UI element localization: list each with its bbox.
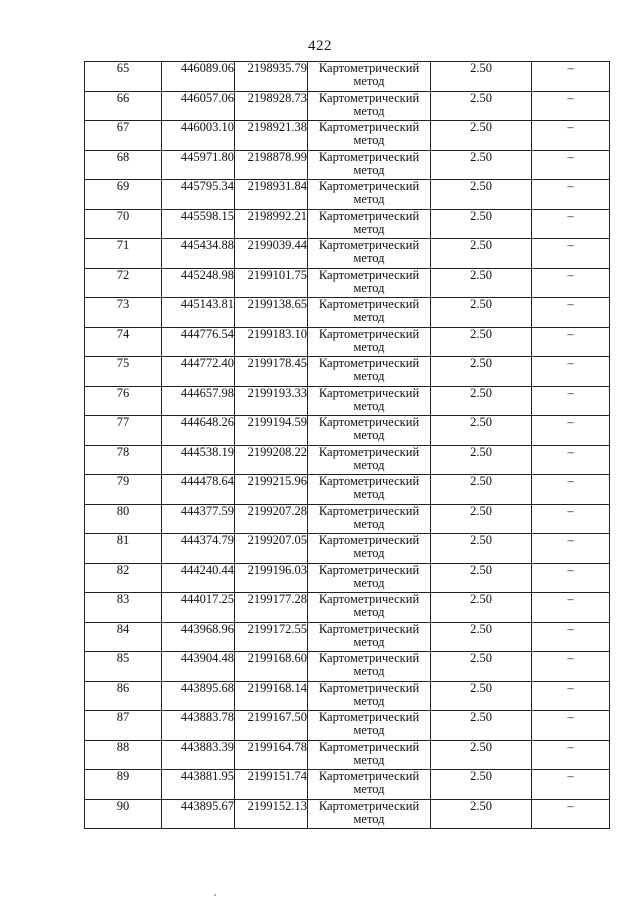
note-cell: – <box>532 504 610 534</box>
method-text-line1: Картометрический <box>318 90 420 105</box>
y-coordinate-cell: 2199207.28 <box>235 504 308 534</box>
precision-cell: 2.50 <box>431 652 532 682</box>
method-cell <box>308 150 431 180</box>
method-text-line1: Картометрический <box>318 149 420 164</box>
table-row <box>85 150 610 180</box>
x-coordinate-cell: 444538.19 <box>162 445 235 475</box>
note-cell: – <box>532 386 610 416</box>
point-number-cell: 90 <box>85 799 162 829</box>
point-number-cell: 77 <box>85 416 162 446</box>
note-cell: – <box>532 681 610 711</box>
point-number-cell: 88 <box>85 740 162 770</box>
y-coordinate-cell: 2199194.59 <box>235 416 308 446</box>
y-coordinate-cell: 2198931.84 <box>235 180 308 210</box>
x-coordinate-cell: 446089.06 <box>162 62 235 92</box>
note-cell: – <box>532 445 610 475</box>
method-text-line1: Картометрический <box>318 680 420 695</box>
method-cell <box>308 416 431 446</box>
y-coordinate-cell: 2199177.28 <box>235 593 308 623</box>
method-text-line2: метод <box>353 133 385 147</box>
x-coordinate-cell: 443895.68 <box>162 681 235 711</box>
method-text-line1: Картометрический <box>318 621 420 636</box>
table-row <box>85 740 610 770</box>
x-coordinate-cell: 446003.10 <box>162 121 235 151</box>
point-number-cell: 66 <box>85 91 162 121</box>
page-number: 422 <box>308 38 332 54</box>
y-coordinate-cell: 2199208.22 <box>235 445 308 475</box>
method-text-line2: метод <box>353 280 385 295</box>
method-cell <box>308 445 431 475</box>
table-row <box>85 622 610 652</box>
method-cell <box>308 268 431 298</box>
precision-cell: 2.50 <box>431 327 532 357</box>
point-number-cell: 82 <box>85 563 162 593</box>
table-row <box>85 209 610 239</box>
method-text-line2: метод <box>353 693 385 708</box>
x-coordinate-cell: 446057.06 <box>162 91 235 121</box>
table-row <box>85 416 610 446</box>
note-cell: – <box>532 563 610 593</box>
method-text-line1: Картометрический <box>318 710 420 724</box>
point-number-cell: 68 <box>85 150 162 180</box>
method-text-line2: метод <box>353 310 385 324</box>
y-coordinate-cell: 2198921.38 <box>235 121 308 151</box>
method-text-line1: Картометрический <box>318 179 420 193</box>
method-text-line1: Картометрический <box>318 120 420 134</box>
x-coordinate-cell: 444776.54 <box>162 327 235 357</box>
precision-cell: 2.50 <box>431 475 532 505</box>
method-cell <box>308 386 431 416</box>
method-cell <box>308 91 431 121</box>
method-cell <box>308 121 431 151</box>
y-coordinate-cell: 2199196.03 <box>235 563 308 593</box>
y-coordinate-cell: 2198928.73 <box>235 91 308 121</box>
precision-cell: 2.50 <box>431 622 532 652</box>
point-number-cell: 89 <box>85 770 162 800</box>
precision-cell: 2.50 <box>431 416 532 446</box>
precision-cell: 2.50 <box>431 239 532 269</box>
point-number-cell: 83 <box>85 593 162 623</box>
method-cell <box>308 799 431 829</box>
x-coordinate-cell: 444657.98 <box>162 386 235 416</box>
note-cell: – <box>532 239 610 269</box>
y-coordinate-cell: 2199168.14 <box>235 681 308 711</box>
note-cell: – <box>532 593 610 623</box>
point-number-cell: 70 <box>85 209 162 239</box>
method-text-line1: Картометрический <box>318 267 420 282</box>
x-coordinate-cell: 445795.34 <box>162 180 235 210</box>
y-coordinate-cell: 2199215.96 <box>235 475 308 505</box>
table-row <box>85 593 610 623</box>
note-cell: – <box>532 209 610 239</box>
note-cell: – <box>532 150 610 180</box>
method-cell <box>308 357 431 387</box>
precision-cell: 2.50 <box>431 740 532 770</box>
x-coordinate-cell: 443968.96 <box>162 622 235 652</box>
scan-speck <box>214 894 216 896</box>
method-cell <box>308 62 431 92</box>
method-text-line2: метод <box>353 634 385 649</box>
point-number-cell: 72 <box>85 268 162 298</box>
note-cell: – <box>532 799 610 829</box>
table-row <box>85 711 610 741</box>
x-coordinate-cell: 443881.95 <box>162 770 235 800</box>
precision-cell: 2.50 <box>431 504 532 534</box>
table-row <box>85 681 610 711</box>
precision-cell: 2.50 <box>431 62 532 92</box>
table-row <box>85 62 610 92</box>
point-number-cell: 73 <box>85 298 162 328</box>
x-coordinate-cell: 445248.98 <box>162 268 235 298</box>
note-cell: – <box>532 711 610 741</box>
table-row <box>85 268 610 298</box>
x-coordinate-cell: 443883.39 <box>162 740 235 770</box>
point-number-cell: 78 <box>85 445 162 475</box>
y-coordinate-cell: 2199101.75 <box>235 268 308 298</box>
precision-cell: 2.50 <box>431 180 532 210</box>
method-text-line2: метод <box>353 221 385 236</box>
precision-cell: 2.50 <box>431 445 532 475</box>
point-number-cell: 71 <box>85 239 162 269</box>
table-row <box>85 327 610 357</box>
method-cell <box>308 475 431 505</box>
method-text-line2: метод <box>353 487 385 501</box>
method-cell <box>308 711 431 741</box>
precision-cell: 2.50 <box>431 770 532 800</box>
precision-cell: 2.50 <box>431 91 532 121</box>
x-coordinate-cell: 444017.25 <box>162 593 235 623</box>
y-coordinate-cell: 2198878.99 <box>235 150 308 180</box>
y-coordinate-cell: 2199207.05 <box>235 534 308 564</box>
method-text-line2: метод <box>353 664 385 678</box>
x-coordinate-cell: 444374.79 <box>162 534 235 564</box>
y-coordinate-cell: 2199172.55 <box>235 622 308 652</box>
point-number-cell: 80 <box>85 504 162 534</box>
x-coordinate-cell: 444648.26 <box>162 416 235 446</box>
method-cell <box>308 298 431 328</box>
precision-cell: 2.50 <box>431 386 532 416</box>
method-cell <box>308 652 431 682</box>
method-text-line1: Картометрический <box>318 592 420 606</box>
precision-cell: 2.50 <box>431 563 532 593</box>
method-text-line2: метод <box>353 251 385 265</box>
method-cell <box>308 180 431 210</box>
point-number-cell: 84 <box>85 622 162 652</box>
method-text-line1: Картометрический <box>318 297 420 311</box>
y-coordinate-cell: 2199183.10 <box>235 327 308 357</box>
table-row <box>85 239 610 269</box>
y-coordinate-cell: 2199151.74 <box>235 770 308 800</box>
note-cell: – <box>532 298 610 328</box>
method-cell <box>308 622 431 652</box>
y-coordinate-cell: 2199152.13 <box>235 799 308 829</box>
table-row <box>85 652 610 682</box>
x-coordinate-cell: 443895.67 <box>162 799 235 829</box>
method-cell <box>308 563 431 593</box>
precision-cell: 2.50 <box>431 711 532 741</box>
table-row <box>85 534 610 564</box>
note-cell: – <box>532 534 610 564</box>
precision-cell: 2.50 <box>431 799 532 829</box>
x-coordinate-cell: 444240.44 <box>162 563 235 593</box>
point-number-cell: 69 <box>85 180 162 210</box>
precision-cell: 2.50 <box>431 121 532 151</box>
method-text-line1: Картометрический <box>318 61 420 75</box>
method-text-line1: Картометрический <box>318 533 420 547</box>
point-number-cell: 74 <box>85 327 162 357</box>
table-row <box>85 563 610 593</box>
precision-cell: 2.50 <box>431 534 532 564</box>
method-text-line2: метод <box>353 428 385 442</box>
table-row <box>85 475 610 505</box>
table-row <box>85 504 610 534</box>
x-coordinate-cell: 445971.80 <box>162 150 235 180</box>
point-number-cell: 85 <box>85 652 162 682</box>
note-cell: – <box>532 652 610 682</box>
x-coordinate-cell: 443883.78 <box>162 711 235 741</box>
y-coordinate-cell: 2198935.79 <box>235 62 308 92</box>
note-cell: – <box>532 622 610 652</box>
precision-cell: 2.50 <box>431 209 532 239</box>
note-cell: – <box>532 62 610 92</box>
point-number-cell: 75 <box>85 357 162 387</box>
x-coordinate-cell: 444377.59 <box>162 504 235 534</box>
method-cell <box>308 504 431 534</box>
table-row <box>85 357 610 387</box>
note-cell: – <box>532 770 610 800</box>
point-number-cell: 81 <box>85 534 162 564</box>
table-row <box>85 386 610 416</box>
method-text-line2: метод <box>353 516 385 531</box>
method-text-line2: метод <box>353 782 385 796</box>
method-text-line2: метод <box>353 811 385 826</box>
y-coordinate-cell: 2199168.60 <box>235 652 308 682</box>
method-text-line1: Картометрический <box>318 444 420 459</box>
method-cell <box>308 239 431 269</box>
table-row <box>85 770 610 800</box>
method-text-line1: Картометрический <box>318 651 420 665</box>
method-text-line2: метод <box>353 162 385 177</box>
method-text-line2: метод <box>353 398 385 413</box>
precision-cell: 2.50 <box>431 593 532 623</box>
method-text-line1: Картометрический <box>318 769 420 783</box>
method-text-line1: Картометрический <box>318 356 420 370</box>
method-cell <box>308 770 431 800</box>
note-cell: – <box>532 740 610 770</box>
x-coordinate-cell: 444772.40 <box>162 357 235 387</box>
point-number-cell: 65 <box>85 62 162 92</box>
x-coordinate-cell: 444478.64 <box>162 475 235 505</box>
method-text-line1: Картометрический <box>318 474 420 488</box>
method-text-line1: Картометрический <box>318 415 420 429</box>
method-text-line2: метод <box>353 546 385 560</box>
y-coordinate-cell: 2199167.50 <box>235 711 308 741</box>
note-cell: – <box>532 180 610 210</box>
method-text-line2: метод <box>353 605 385 619</box>
method-cell <box>308 209 431 239</box>
method-text-line1: Картометрический <box>318 798 420 813</box>
note-cell: – <box>532 91 610 121</box>
point-number-cell: 86 <box>85 681 162 711</box>
coordinates-table <box>84 61 610 829</box>
note-cell: – <box>532 416 610 446</box>
point-number-cell: 87 <box>85 711 162 741</box>
note-cell: – <box>532 327 610 357</box>
precision-cell: 2.50 <box>431 681 532 711</box>
y-coordinate-cell: 2199138.65 <box>235 298 308 328</box>
method-text-line2: метод <box>353 752 385 767</box>
method-text-line2: метод <box>353 192 385 206</box>
note-cell: – <box>532 121 610 151</box>
method-text-line2: метод <box>353 74 385 88</box>
y-coordinate-cell: 2199164.78 <box>235 740 308 770</box>
point-number-cell: 76 <box>85 386 162 416</box>
x-coordinate-cell: 445434.88 <box>162 239 235 269</box>
note-cell: – <box>532 475 610 505</box>
table-row <box>85 180 610 210</box>
point-number-cell: 79 <box>85 475 162 505</box>
x-coordinate-cell: 445598.15 <box>162 209 235 239</box>
x-coordinate-cell: 443904.48 <box>162 652 235 682</box>
method-text-line2: метод <box>353 369 385 383</box>
method-cell <box>308 593 431 623</box>
y-coordinate-cell: 2199178.45 <box>235 357 308 387</box>
precision-cell: 2.50 <box>431 357 532 387</box>
table-row <box>85 121 610 151</box>
x-coordinate-cell: 445143.81 <box>162 298 235 328</box>
method-text-line2: метод <box>353 103 385 118</box>
precision-cell: 2.50 <box>431 150 532 180</box>
table-row <box>85 445 610 475</box>
point-number-cell: 67 <box>85 121 162 151</box>
method-text-line1: Картометрический <box>318 562 420 577</box>
method-cell <box>308 740 431 770</box>
method-text-line2: метод <box>353 457 385 472</box>
method-text-line1: Картометрический <box>318 503 420 518</box>
table-row <box>85 91 610 121</box>
precision-cell: 2.50 <box>431 298 532 328</box>
y-coordinate-cell: 2199193.33 <box>235 386 308 416</box>
note-cell: – <box>532 268 610 298</box>
method-cell <box>308 681 431 711</box>
precision-cell: 2.50 <box>431 268 532 298</box>
y-coordinate-cell: 2198992.21 <box>235 209 308 239</box>
method-text-line2: метод <box>353 723 385 737</box>
method-text-line1: Картометрический <box>318 326 420 341</box>
coordinates-table-body <box>85 62 610 829</box>
method-cell <box>308 327 431 357</box>
y-coordinate-cell: 2199039.44 <box>235 239 308 269</box>
method-text-line2: метод <box>353 339 385 354</box>
method-text-line1: Картометрический <box>318 208 420 223</box>
table-row <box>85 799 610 829</box>
method-text-line2: метод <box>353 575 385 590</box>
method-cell <box>308 534 431 564</box>
method-text-line1: Картометрический <box>318 238 420 252</box>
method-text-line1: Картометрический <box>318 385 420 400</box>
method-text-line1: Картометрический <box>318 739 420 754</box>
note-cell: – <box>532 357 610 387</box>
table-row <box>85 298 610 328</box>
